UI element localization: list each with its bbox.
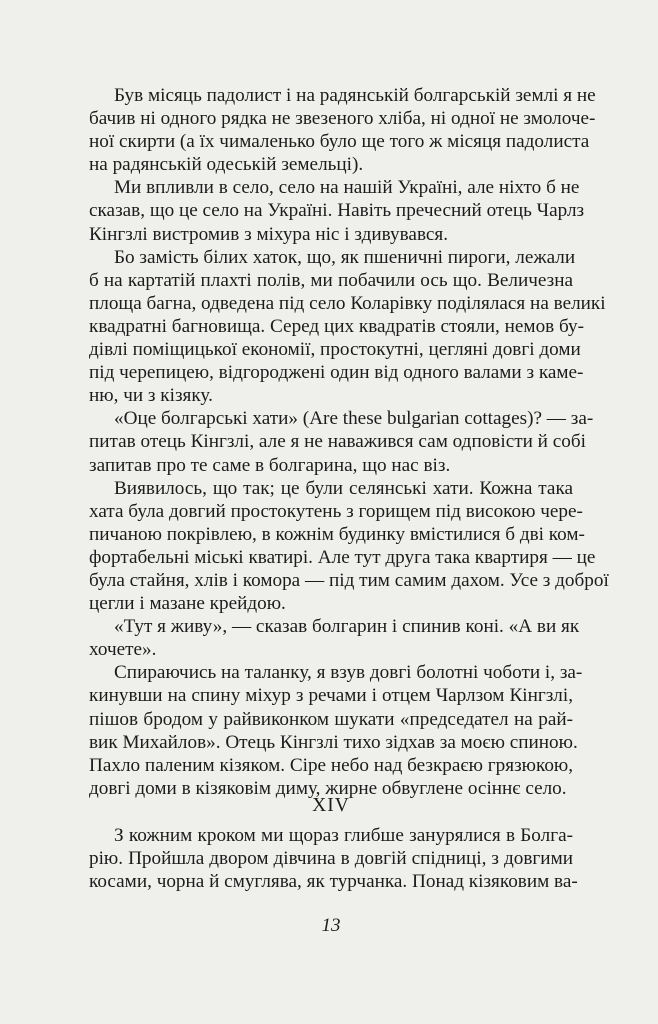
text-line: довгі доми в кізяковім диму, жирне обвуглене осіннє село.: [89, 777, 567, 799]
text-line: вик Михайлов». Отець Кінгзлі тихо зідхав за моєю спиною.: [89, 731, 578, 753]
paragraph: [89, 824, 578, 893]
text-line: цегли і мазане крейдою.: [89, 593, 286, 615]
text-line: під черепицею, відгороджені один від одного валами з каме-: [89, 362, 584, 384]
text-line: «Тут я живу», — сказав болгарин і спинив коні. «А ви як: [114, 616, 580, 638]
text-line: б на картатій плахті полів, ми побачили ось що. Величезна: [89, 269, 573, 291]
text-line: Ми впливли в село, село на нашій Україні, але ніхто б не: [114, 177, 580, 199]
text-line: «Оце болгарські хати» (Are these bulgarian cottages)? — за-: [114, 408, 594, 430]
text-line: З кожним кроком ми щораз глибше занурялися в Болга-: [114, 825, 573, 846]
text-line: на радянській одеській земельці).: [89, 154, 364, 176]
text-line: питав отець Кінгзлі, але я не наважився сам одповісти й собі: [89, 431, 586, 453]
paragraph: [89, 84, 596, 176]
text-line: кинувши на спину міхур з речами і отцем Чарлзом Кінгзлі,: [89, 685, 573, 707]
paragraph: [89, 176, 585, 245]
paragraph: [89, 661, 583, 800]
chapter-heading: XIV: [312, 795, 350, 816]
text-line: хата була довгий простокутень з горищем під високою чере-: [89, 500, 583, 522]
text-line: сказав, що це село на Україні. Навіть пречесний отець Чарлз: [89, 200, 585, 222]
page-number: 13: [321, 915, 341, 936]
text-line: ної скирти (а їх чималенько було ще того ж місяця падолиста: [89, 131, 590, 153]
text-line: Був місяць падолист і на радянській болгарській землі я не: [114, 85, 596, 106]
text-line: Виявилось, що так; це були селянські хати. Кожна така: [114, 477, 573, 499]
text-line: хочете».: [89, 639, 157, 661]
text-line: дівлі поміщицької економії, простокутні, цегляні довгі доми: [89, 339, 581, 361]
text-line: Бо замість білих хаток, що, як пшеничні пироги, лежали: [114, 246, 576, 268]
paragraph: [89, 407, 594, 476]
paragraph: [89, 246, 606, 408]
text-line: була стайня, хлів і комора — під тим самим дахом. Усе з доброї: [89, 569, 609, 591]
text-line: пішов бродом у райвиконком шукати «председател на рай-: [89, 708, 573, 730]
text-line: Кінгзлі вистромив з міхура ніс і здивувався.: [89, 223, 449, 245]
text-line: пичаною покрівлею, в кожнім будинку вмістилися б дві ком-: [89, 523, 585, 545]
paragraph: [89, 615, 580, 661]
text-line: квадратні багновища. Серед цих квадратів стояли, немов бу-: [89, 315, 585, 337]
paragraph: [89, 477, 609, 616]
text-line: Пахло паленим кізяком. Сіре небо над безкраєю грязюкою,: [89, 754, 574, 776]
text-line: бачив ні одного рядка не звезеного хліба, ні одної не змолоче-: [89, 108, 596, 130]
text-line: Спираючись на таланку, я взув довгі болотні чоботи і, за-: [114, 662, 583, 684]
body-text: [89, 84, 609, 800]
text-line: фортабельні міські кватирі. Але тут друга така квартиря — це: [89, 546, 596, 568]
text-line: косами, чорна й смуглява, як турчанка. Понад кізяковим ва-: [89, 871, 578, 893]
body-text-continued: [89, 824, 578, 893]
text-line: рію. Пройшла двором дівчина в довгій спідниці, з довгими: [89, 848, 573, 870]
text-line: запитав про те саме в болгарина, що нас віз.: [89, 454, 451, 476]
text-line: ню, чи з кізяку.: [89, 385, 213, 407]
text-line: площа багна, одведена під село Коларівку поділялася на великі: [89, 292, 606, 314]
